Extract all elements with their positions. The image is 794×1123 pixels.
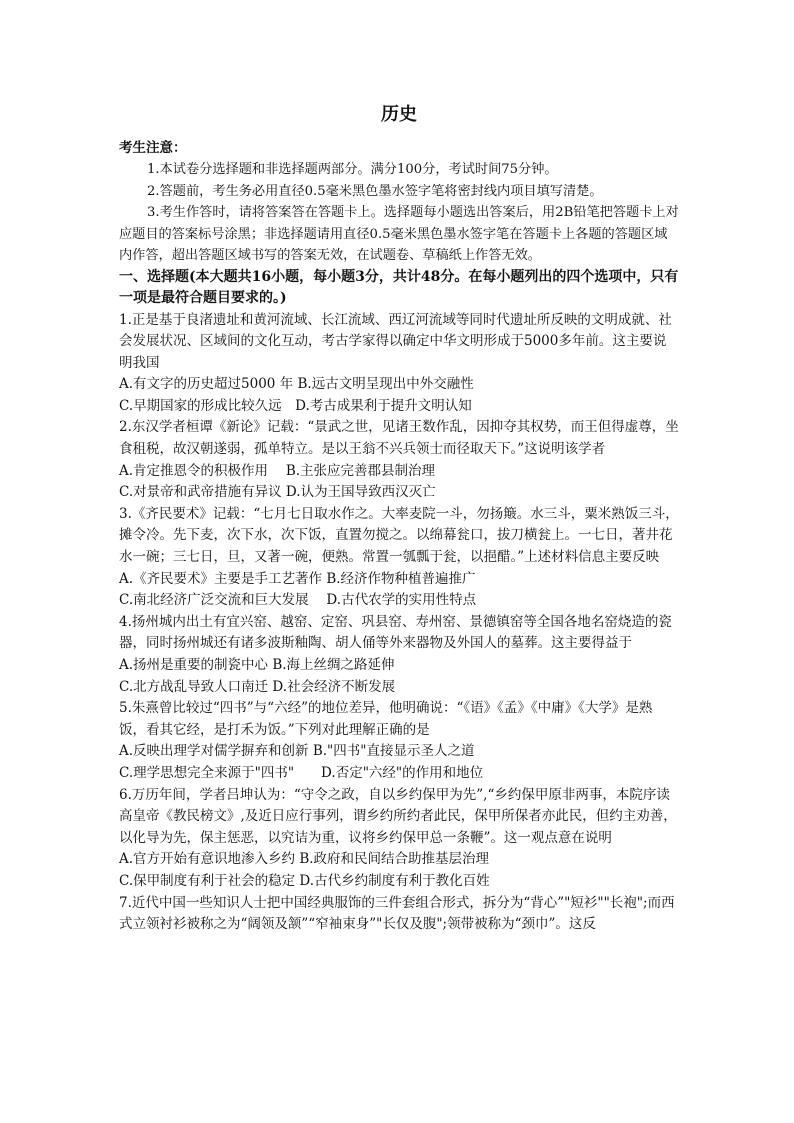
question-2 bbox=[119, 417, 679, 503]
question-1 bbox=[119, 310, 679, 418]
notice-heading: 考生注意： bbox=[119, 140, 187, 156]
candidate-notice bbox=[119, 138, 679, 267]
question-option: C.早期国家的形成比较久远 D.考古成果利于提升文明认知 bbox=[119, 397, 472, 414]
question-option: C.保甲制度有利于社会的稳定 D.古代乡约制度有利于教化百姓 bbox=[119, 872, 490, 889]
question-6 bbox=[119, 785, 679, 893]
question-stem: 2.东汉学者桓谭《新论》记载：“景武之世，见诸王数作乱，因抑夺其权势，而王但得虚尊，坐食租税，故汉朝遂弱，孤单特立。是以王翁不兴兵领士而径取天下。”这说明该学者 bbox=[119, 419, 679, 458]
question-option: C.南北经济广泛交流和巨大发展 D.古代农学的实用性特点 bbox=[119, 592, 477, 609]
question-stem: 7.近代中国一些知识人士把中国经典服饰的三件套组合形式，拆分为“背心”"短衫""长袍";而西式立领衬衫被称之为“阔领及颔”“窄袖束身”"长仅及腹";领带被称为“颈巾”。这反 bbox=[119, 894, 675, 933]
question-3 bbox=[119, 504, 679, 612]
question-stem: 6.万历年间，学者吕坤认为：“守令之政，自以乡约保甲为先”,“乡约保甲原非两事，本院序读高皇帝《教民榜文》,及近日应行事列，谓乡约所约者此民，保甲所保者亦此民，但约主劝善，以化导为先，保主惩恶，以究诘为重，议将乡约保甲总一条鞭”。这一观点意在说明 bbox=[119, 786, 677, 846]
question-option: C.对景帝和武帝措施有异议 D.认为王国导致西汉灭亡 bbox=[119, 484, 436, 501]
exam-page bbox=[119, 102, 679, 936]
page-title: 历史 bbox=[381, 104, 417, 125]
question-stem: 3.《齐民要术》记载：“七月七日取水作之。大率麦院一斗，勿扬簸。水三斗，粟米熟饭三斗，摊令冷。先下麦，次下水，次下饭，直置勿搅之。以绵幕瓮口，拔刀横瓮上。一七日，著井花水一碗；三七日，旦，又著一碗，便熟。常置一瓠瓢于瓮，以挹醋。”上述材料信息主要反映 bbox=[119, 505, 679, 566]
question-5 bbox=[119, 698, 679, 784]
notice-item: 2.答题前，考生务必用直径0.5毫米黑色墨水签字笔将密封线内项目填写清楚。 bbox=[147, 183, 603, 199]
question-option: A.肯定推恩令的积极作用 B.主张应完善郡县制治理 bbox=[119, 462, 436, 479]
question-option: A.官方开始有意识地渗入乡约 B.政府和民间结合助推基层治理 bbox=[119, 851, 490, 868]
question-option: A.《齐民要术》主要是手工艺著作 B.经济作物种植普遍推广 bbox=[119, 570, 476, 587]
question-stem: 1.正是基于良渚遗址和黄河流域、长江流域、西辽河流域等同时代遗址所反映的文明成就、社会发展状况、区域间的文化互动，考古学家得以确定中华文明形成于5000多年前。这主要说明我国 bbox=[119, 311, 672, 371]
question-option: A.反映出理学对儒学摒弃和创新 B."四书"直接显示圣人之道 bbox=[119, 743, 475, 760]
question-stem: 5.朱熹曾比较过“四书”与“六经”的地位差异，他明确说：“《语》《孟》《中庸》《大学》是熟饭，看其它经，是打禾为饭。”下列对此理解正确的是 bbox=[119, 700, 653, 738]
section-heading: 一、选择题(本大题共16小题，每小题3分，共计48分。在每小题列出的四个选项中，只有一项是最符合题目要求的。) bbox=[119, 268, 679, 306]
notice-item: 3.考生作答时，请将答案答在答题卡上。选择题每小题选出答案后，用2B铅笔把答题卡上对应题目的答案标号涂黑；非选择题请用直径0.5毫米黑色墨水签字笔在答题卡上各题的答题区域内作答，超出答题区域书写的答案无效，在试题卷、草稿纸上作答无效。 bbox=[119, 205, 679, 263]
question-option: C.北方战乱导致人口南迁 D.社会经济不断发展 bbox=[119, 678, 396, 695]
notice-item: 1.本试卷分选择题和非选择题两部分。满分100分，考试时间75分钟。 bbox=[147, 162, 558, 177]
question-option: A.扬州是重要的制瓷中心 B.海上丝绸之路延伸 bbox=[119, 657, 395, 673]
question-option: A.有文字的历史超过5000 年 B.远古文明呈现出中外交融性 bbox=[119, 376, 474, 393]
question-7 bbox=[119, 893, 679, 936]
question-stem: 4.扬州城内出土有宜兴窑、越窑、定窑、巩县窑、寿州窑、景德镇窑等全国各地名窑烧造的瓷器，同时扬州城还有诸多波斯釉陶、胡人俑等外来器物及外国人的墓葬。这主要得益于 bbox=[119, 613, 672, 652]
question-4 bbox=[119, 612, 679, 698]
question-option: C.理学思想完全来源于"四书" D.否定"六经"的作用和地位 bbox=[119, 764, 484, 781]
